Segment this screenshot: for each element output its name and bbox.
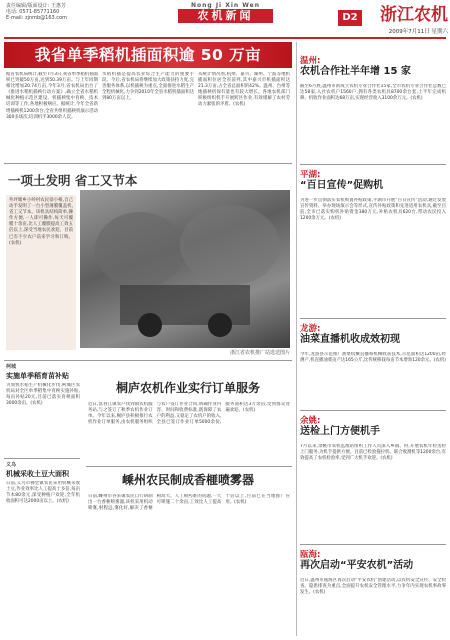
brief-yiwu-loc: 义乌 [6, 462, 17, 468]
right-item-yuyao-loc: 余姚: [300, 416, 321, 426]
tonglu-body: 近日,富春江镇农户找到镇农机服务站,与之签订了秋季农机作业订单。今年以来,桐庐县积极推行农机作业订单服务,由农机服务组织与农户签订作业合同,明确作业内容、时间和收费标准,既保障了农户的利益,又稳定了农机户的收入,全县已签订作业订单5000余份,服务面积达3万余亩,受到群众普遍欢迎。(农机) [88, 402, 290, 426]
right-divider-3 [300, 410, 446, 411]
shengzhou-headline: 嵊州农民制成香榧喷雾器 [121, 473, 254, 487]
lead-headline-bar [4, 42, 292, 68]
column-separator [296, 42, 297, 636]
right-item-wenzhou-title: 农机合作社半年增 15 家 [300, 66, 411, 77]
brief-yiwu-body: 日前,义乌市佛堂镇农民采用机械采收土豆,作业效率比人工提高十多倍,每亩节本80余元,深受种植户欢迎,全年机收面积可达2000亩以上。(农机) [6, 481, 80, 505]
mid-divider [86, 466, 292, 467]
right-item-wenzhou [300, 56, 446, 158]
lead-col-3: 从统计情况看,杭州、嘉兴、湖州、宁波等地机插面积位居全省前列,其中嘉兴市机插面积达21.3万亩,占全省总面积的42%。温州、台州等地插秧机保有量也有较大增长。各地农机部门积极组织机手开展跨区作业,有效缓解了农村劳动力紧张的矛盾。(农机) [198, 72, 290, 108]
invention-headline: 一项土发明 省工又节本 [8, 173, 138, 188]
right-item-longyou-title: 油菜直播机收成效初现 [300, 334, 400, 345]
section-banner [178, 2, 273, 23]
right-item-yuyao-title: 送检上门方便机手 [300, 426, 380, 437]
right-item-yuyao [300, 416, 446, 542]
right-item-pinghu-title: “百日宣传”促购机 [300, 180, 384, 191]
lead-col-1: 据省农机局统计,截至7月3日,我省单季稻机插面积已突破50万亩,达到50.39万亩。与上年同期相比增加20.74万亩,今年3月,省农机局出台了《推进水稻机插秧行动方案》,确立全省水稻机械化种植示范区建设、机插秧集中育秧、技术培训等工作,各地积极响应。据统计,今年全省新增插秧机1200余台,全省共组织插秧机演示活动300多场次,培训机手3000余人次。 [6, 72, 98, 120]
right-item-ouhai-loc: 瓯海: [300, 550, 321, 560]
right-divider-2 [300, 318, 446, 319]
right-item-ouhai-body: 近日,温州市瓯海区再次启动“平安农机”创建活动,以农机安全宣传、安全检查、隐患排查为重点,全面提升农机安全管理水平,力争年内实现农机事故零发生。(农机) [300, 578, 446, 596]
right-item-longyou-loc: 龙游: [300, 324, 321, 334]
section-name: 农机新闻 [178, 9, 273, 23]
editor-info [6, 3, 156, 21]
right-item-ouhai-title: 再次启动“平安农机”活动 [300, 560, 414, 571]
phone-line: 电话: 0571-85771160 [6, 9, 60, 15]
page-number-text: D2 [342, 12, 358, 23]
brief-kecheng-loc: 柯城 [6, 364, 17, 370]
right-item-ouhai [300, 550, 446, 636]
section-pinyin: Nong Ji Xin Wen [191, 2, 260, 9]
lead-headline: 我省单季稻机插面积逾 50 万亩 [34, 46, 262, 64]
right-item-pinghu-body: 为进一步贯彻落实农机购置补贴政策,平湖市开展“百日宣传”活动,通过发放宣传资料、举办现场演示会等形式,宣传补贴政策和先进适用农机具,截至目前,全市已落实购机补贴资金380万元,补贴农机具620台,带动农民投入1200余万元。(农机) [300, 198, 446, 222]
right-divider-4 [300, 544, 446, 545]
brief-kecheng-title: 实施单季稻育苗补贴 [6, 372, 69, 380]
lead-col-2: 水稻机插是提高农业综合生产能力的重要手段。今后,省农机局将继续加大政策扶持力度,完善服务体系,以机插秧为重点,全面推进水稻生产全程机械化,力争到2010年全省水稻机插面积达到80万亩以上。 [102, 72, 194, 102]
right-divider-1 [300, 164, 446, 165]
shengzhou-body: 日前,嵊州市谷来镇农民自行研制出一台香榧喷雾器,该机采用机动喷雾,射程远,雾化好,解决了香榧树高大、人工喷药难的问题,一天可喷施二十余亩,工效比人工提高十倍以上,目前已在当地推广应用。(农机) [88, 494, 290, 512]
invention-body: 外坪塘乡小岭村农民徐小根,自己动手发明了一台小型薄膜覆盖机,省工又节本。该机具结构简单,操作方便,一人即可操作,每天可覆膜十余亩,比人工覆膜提高工效五倍以上,深受当地农民欢迎。目前已有不少农户前来学习和订购。(农机) [9, 198, 73, 246]
right-item-pinghu [300, 170, 446, 312]
issue-date: 2009年7月11日 星期六 [388, 29, 448, 35]
lead-divider [4, 163, 292, 164]
paper-name: 浙江农机 [380, 5, 448, 25]
page-number [338, 10, 362, 26]
invention-caption: 浙江省农机推广站选送图片 [229, 350, 290, 356]
right-item-longyou [300, 324, 446, 410]
email-line: E-mail: zjnmb@163.com [6, 15, 67, 21]
brief-divider [4, 458, 80, 459]
right-item-yuyao-body: 7月以来,余姚市农机监理站组织工作人员深入乡镇、村,开展农机年检送检上门服务,为机手提供方便。目前已检验拖拉机、联合收割机等1200余台,有效提高了农机检验率,受到广大机手欢迎。(农机) [300, 444, 446, 462]
right-item-wenzhou-loc: 温州: [300, 56, 321, 66]
masthead-rule [4, 37, 446, 39]
invention-photo [80, 190, 290, 348]
brief-yiwu [6, 462, 80, 561]
right-item-pinghu-loc: 平湖: [300, 170, 321, 180]
brief-kecheng-body: 为加快水稻生产机械化步伐,柯城区农机局对全区单季稻集中育秧实施补贴,每亩补贴20元,目前已落实育秧面积3000余亩。(农机) [6, 383, 80, 407]
photo-illustration [80, 190, 290, 348]
invention-sidebar [6, 195, 76, 350]
brief-kecheng [6, 364, 80, 443]
brief-yiwu-title: 机械采收土豆大面积 [6, 470, 69, 478]
right-item-longyou-body: 今年,龙游县示范推广油菜机械直播和机械收获技术,示范面积达1200亩,经测产,机直播油菜亩产达165公斤,比传统移栽每亩节本增效120余元。(农机) [300, 352, 446, 364]
editor-line: 责任编辑/版面设计: 王惠芳 [6, 3, 66, 9]
feature-divider [4, 360, 292, 361]
tonglu-headline: 桐庐农机作业实行订单服务 [115, 381, 260, 395]
right-item-wenzhou-body: 截至6月底,温州市新成立农机专业合作社15家,全市农机专业合作社总数已达58家,入社农机户1560户,拥有各类农机具8700余台套,上半年完成机耕、机收作业面积达68万亩,实现经营收入3100余万元。(农机) [300, 84, 446, 102]
